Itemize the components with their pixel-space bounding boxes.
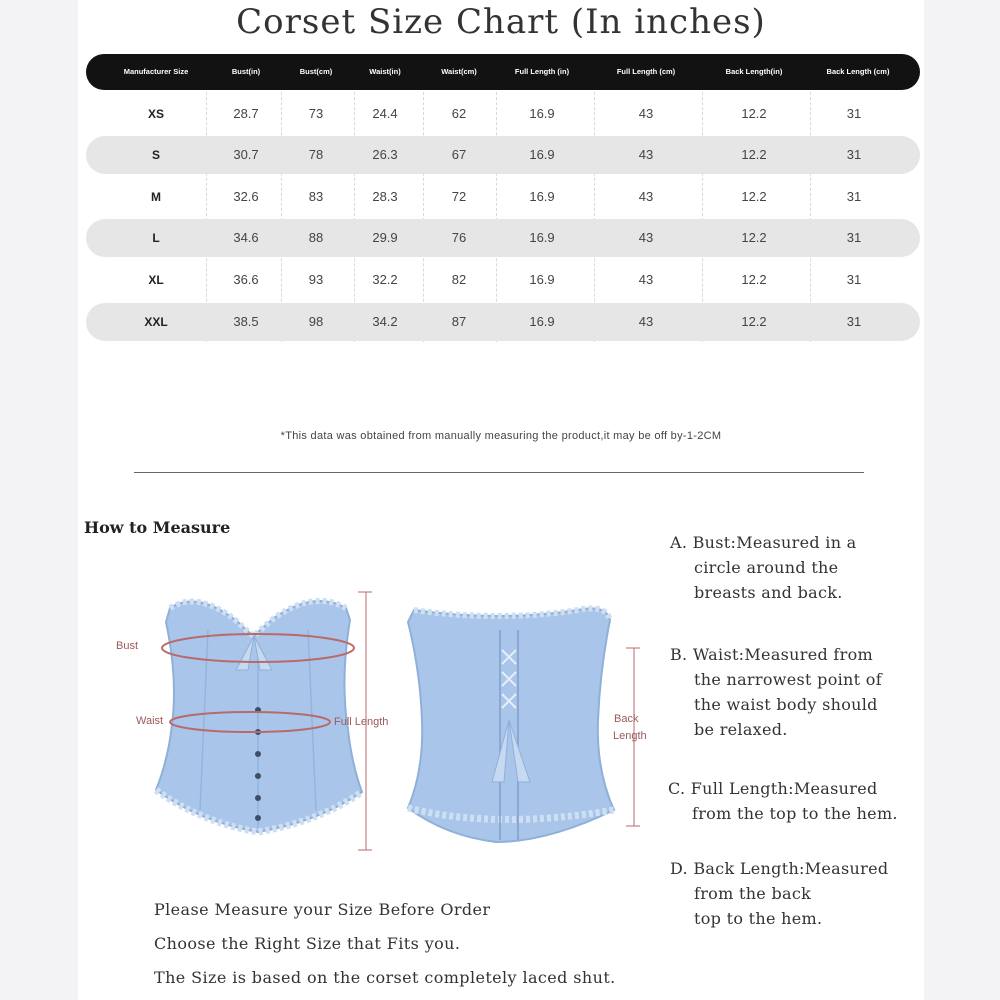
measure-back-length-body: from the back top to the hem. <box>694 884 823 928</box>
header-back-length-in: Back Length(in) <box>725 67 783 76</box>
cell-waist-in: 28.3 <box>372 189 398 204</box>
cell-full-length-cm: 43 <box>638 106 654 121</box>
cell-back-length-in: 12.2 <box>741 272 767 287</box>
cell-back-length-cm: 31 <box>846 230 862 245</box>
cell-waist-in: 32.2 <box>372 272 398 287</box>
cell-waist-cm: 82 <box>451 272 467 287</box>
cell-bust-in: 30.7 <box>233 147 259 162</box>
measure-waist-body: the narrowest point of the waist body should be relaxed. <box>694 670 882 739</box>
measure-bust-text <box>670 530 857 605</box>
header-waist-in: Waist(in) <box>369 67 401 76</box>
cell-back-length-in: 12.2 <box>741 189 767 204</box>
cell-size: L <box>152 231 160 245</box>
cell-waist-cm: 87 <box>451 314 467 329</box>
cell-full-length-cm: 43 <box>638 147 654 162</box>
cell-bust-cm: 78 <box>308 147 324 162</box>
header-full-length-cm: Full Length (cm) <box>616 67 676 76</box>
measure-waist-lead: B. Waist:Measured from <box>670 645 873 664</box>
cell-size: XS <box>147 107 165 121</box>
header-manufacturer-size: Manufacturer Size <box>123 67 189 76</box>
instruction-line-3: The Size is based on the corset completely laced shut. <box>154 968 616 987</box>
table-row <box>86 95 920 133</box>
cell-full-length-in: 16.9 <box>529 147 555 162</box>
table-row <box>86 178 920 216</box>
back-corset-illustration <box>408 608 640 842</box>
cell-size: M <box>151 190 161 204</box>
measure-back-length-text <box>670 856 888 931</box>
table-header <box>86 54 920 90</box>
measurement-disclaimer: *This data was obtained from manually measuring the product,it may be off by-1-2CM <box>280 430 722 442</box>
cell-bust-in: 34.6 <box>233 230 259 245</box>
header-full-length-in: Full Length (in) <box>514 67 570 76</box>
cell-bust-cm: 98 <box>308 314 324 329</box>
measure-full-length-text <box>668 776 898 826</box>
cell-size: XXL <box>144 315 168 329</box>
table-row <box>86 136 920 174</box>
cell-waist-in: 26.3 <box>372 147 398 162</box>
cell-back-length-in: 12.2 <box>741 314 767 329</box>
cell-back-length-cm: 31 <box>846 189 862 204</box>
cell-bust-cm: 93 <box>308 272 324 287</box>
cell-full-length-in: 16.9 <box>529 106 555 121</box>
cell-waist-cm: 72 <box>451 189 467 204</box>
cell-size: XL <box>148 273 164 287</box>
measure-bust-body: circle around the breasts and back. <box>694 558 843 602</box>
cell-back-length-cm: 31 <box>846 106 862 121</box>
cell-waist-cm: 67 <box>451 147 467 162</box>
header-back-length-cm: Back Length (cm) <box>826 67 890 76</box>
cell-waist-cm: 76 <box>451 230 467 245</box>
cell-bust-cm: 88 <box>308 230 324 245</box>
cell-bust-cm: 83 <box>308 189 324 204</box>
cell-back-length-in: 12.2 <box>741 230 767 245</box>
header-waist-cm: Waist(cm) <box>441 67 477 76</box>
cell-full-length-cm: 43 <box>638 230 654 245</box>
measure-full-length-body: from the top to the hem. <box>692 804 898 823</box>
page-title: Corset Size Chart (In inches) <box>236 2 766 42</box>
back-length-label-line2: Length <box>613 730 647 742</box>
measure-back-length-lead: D. Back Length:Measured <box>670 859 889 878</box>
cell-full-length-in: 16.9 <box>529 272 555 287</box>
cell-back-length-in: 12.2 <box>741 106 767 121</box>
cell-back-length-cm: 31 <box>846 147 862 162</box>
cell-waist-in: 34.2 <box>372 314 398 329</box>
header-bust-cm: Bust(cm) <box>299 67 333 76</box>
measure-full-length-lead: C. Full Length:Measured <box>668 779 878 798</box>
table-row <box>86 303 920 341</box>
cell-full-length-cm: 43 <box>638 314 654 329</box>
how-to-measure-heading: How to Measure <box>84 518 231 537</box>
full-length-label: Full Length <box>334 716 389 728</box>
cell-waist-in: 24.4 <box>372 106 398 121</box>
cell-size: S <box>151 148 161 162</box>
cell-full-length-cm: 43 <box>638 189 654 204</box>
size-chart-page <box>78 0 924 1000</box>
cell-back-length-in: 12.2 <box>741 147 767 162</box>
table-row <box>86 219 920 257</box>
table-row <box>86 261 920 299</box>
cell-bust-in: 32.6 <box>233 189 259 204</box>
cell-full-length-in: 16.9 <box>529 189 555 204</box>
instruction-line-1: Please Measure your Size Before Order <box>154 900 491 919</box>
header-bust-in: Bust(in) <box>231 67 261 76</box>
instruction-line-2: Choose the Right Size that Fits you. <box>154 934 461 953</box>
divider <box>134 472 864 473</box>
cell-back-length-cm: 31 <box>846 314 862 329</box>
measure-waist-text <box>670 642 882 742</box>
cell-waist-cm: 62 <box>451 106 467 121</box>
measure-bust-lead: A. Bust:Measured in a <box>670 533 857 552</box>
back-length-label-line1: Back <box>614 713 639 725</box>
cell-waist-in: 29.9 <box>372 230 398 245</box>
cell-full-length-in: 16.9 <box>529 314 555 329</box>
cell-full-length-in: 16.9 <box>529 230 555 245</box>
waist-label: Waist <box>136 715 164 727</box>
cell-bust-cm: 73 <box>308 106 324 121</box>
cell-bust-in: 36.6 <box>233 272 259 287</box>
cell-bust-in: 38.5 <box>233 314 259 329</box>
bust-label: Bust <box>116 640 139 652</box>
cell-back-length-cm: 31 <box>846 272 862 287</box>
cell-full-length-cm: 43 <box>638 272 654 287</box>
cell-bust-in: 28.7 <box>233 106 259 121</box>
